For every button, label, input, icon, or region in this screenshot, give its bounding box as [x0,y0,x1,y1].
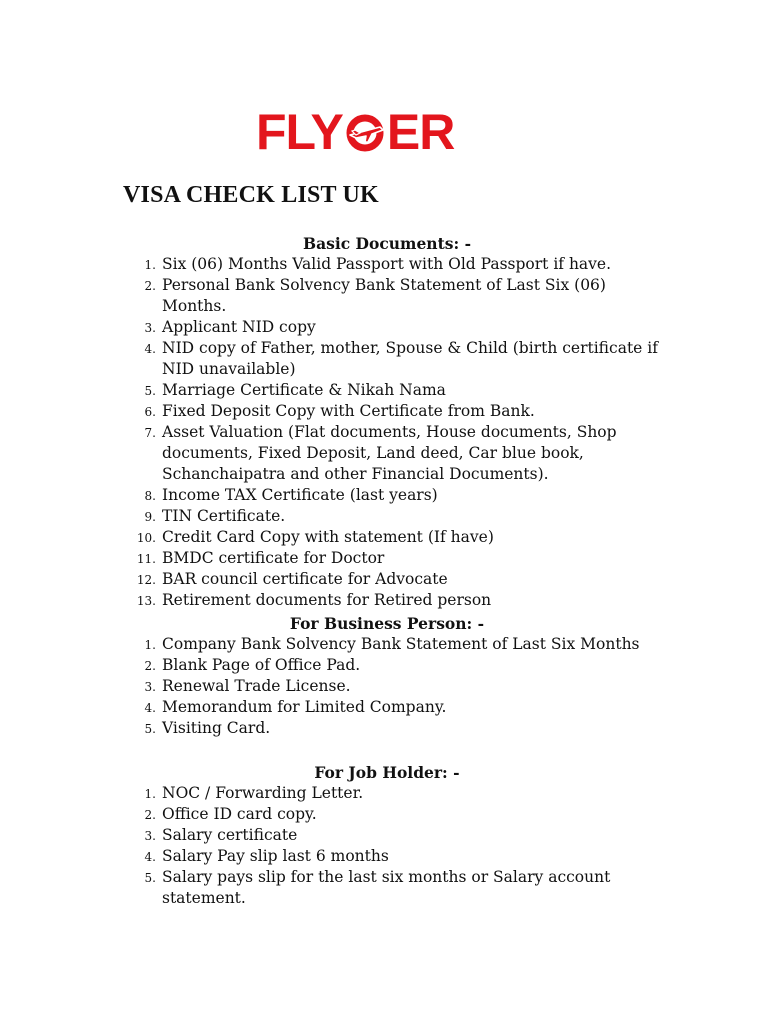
section-business-person [0,613,768,739]
item-text: Company Bank Solvency Bank Statement of Last Six Months [162,635,640,653]
item-number: 3. [144,321,156,335]
list-item [0,401,768,422]
airplane-o-mark-icon [344,111,386,153]
item-number: 1. [144,258,156,272]
item-text: Salary Pay slip last 6 months [162,847,389,865]
business-person-list [0,634,768,739]
item-text: Retirement documents for Retired person [162,591,492,609]
item-text: Office ID card copy. [162,805,317,823]
item-number: 8. [144,489,156,503]
item-text: Asset Valuation (Flat documents, House documents, Shop documents, Fixed Deposit, Land deed, Car blue book, Schanchaipatra and other Financial Documents). [162,423,617,483]
page-title: VISA CHECK LIST UK [123,182,379,208]
logo-text-end: ER [386,104,455,160]
item-text: Fixed Deposit Copy with Certificate from Bank. [162,402,535,420]
list-item [0,718,768,739]
list-item [0,548,768,569]
item-number: 4. [144,701,156,715]
item-text: NOC / Forwarding Letter. [162,784,364,802]
item-number: 2. [144,659,156,673]
basic-documents-list [0,254,768,611]
list-item [0,697,768,718]
item-number: 7. [144,426,156,440]
list-item [0,254,768,275]
list-item [0,676,768,697]
list-item [0,317,768,338]
item-text: Blank Page of Office Pad. [162,656,361,674]
list-item [0,275,768,317]
item-number: 6. [144,405,156,419]
item-number: 9. [144,510,156,524]
list-item [0,867,768,909]
item-number: 11. [136,552,156,566]
list-item [0,527,768,548]
item-number: 4. [144,850,156,864]
item-number: 10. [136,531,156,545]
item-number: 4. [144,342,156,356]
logo-text-start: FLY [256,104,343,160]
item-text: Renewal Trade License. [162,677,351,695]
list-item [0,825,768,846]
item-number: 13. [136,594,156,608]
item-text: Applicant NID copy [162,318,316,336]
section-job-holder [0,762,768,909]
item-text: Marriage Certificate & Nikah Nama [162,381,446,399]
list-item [0,569,768,590]
item-text: Salary certificate [162,826,298,844]
section-heading: For Job Holder: - [314,763,460,782]
item-text: Income TAX Certificate (last years) [162,486,438,504]
list-item [0,422,768,485]
item-number: 5. [144,871,156,885]
list-item [0,846,768,867]
section-heading: For Business Person: - [289,614,485,633]
item-text: TIN Certificate. [162,507,286,525]
section-heading: Basic Documents: - [302,234,472,253]
list-item [0,380,768,401]
item-number: 5. [144,384,156,398]
list-item [0,783,768,804]
list-item [0,506,768,527]
item-number: 5. [144,722,156,736]
item-text: Memorandum for Limited Company. [162,698,447,716]
item-number: 1. [144,638,156,652]
list-item [0,804,768,825]
item-text: Credit Card Copy with statement (If have) [162,528,494,546]
item-number: 2. [144,279,156,293]
item-text: Personal Bank Solvency Bank Statement of Last Six (06) Months. [162,276,606,315]
item-text: Six (06) Months Valid Passport with Old Passport if have. [162,255,612,273]
list-item [0,485,768,506]
item-text: NID copy of Father, mother, Spouse & Child (birth certificate if NID unavailable) [162,339,658,378]
item-text: Visiting Card. [162,719,271,737]
list-item [0,338,768,380]
job-holder-list [0,783,768,909]
item-number: 3. [144,680,156,694]
item-text: Salary pays slip for the last six months or Salary account statement. [162,868,611,907]
list-item [0,634,768,655]
list-item [0,590,768,611]
item-number: 1. [144,787,156,801]
section-basic-documents [0,233,768,611]
list-item [0,655,768,676]
item-number: 3. [144,829,156,843]
item-number: 12. [136,573,156,587]
item-text: BAR council certificate for Advocate [162,570,448,588]
item-number: 2. [144,808,156,822]
item-text: BMDC certificate for Doctor [162,549,385,567]
flyover-logo [256,104,472,160]
